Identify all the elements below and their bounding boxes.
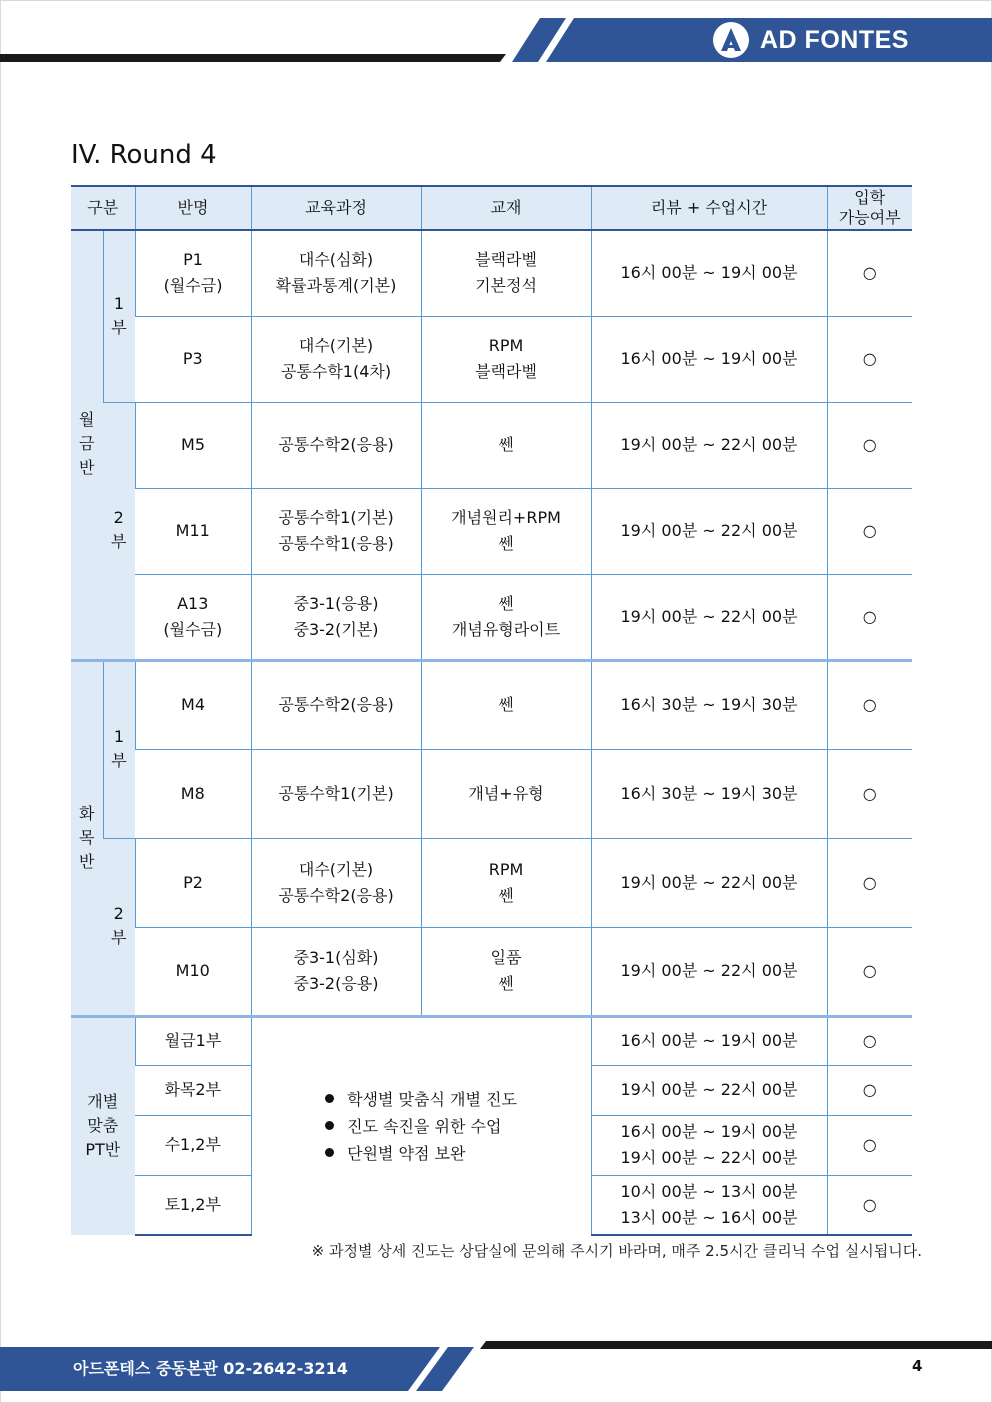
footer-contact: 아드폰테스 중동본관 02-2642-3214 [73,1359,348,1378]
class-time: 19시 00분 ~ 22시 00분 [591,574,827,660]
list-item: 진도 속진을 위한 수업 [325,1113,517,1140]
session-first: 1 부 [103,660,135,838]
class-time: 19시 00분 ~ 22시 00분 [591,927,827,1016]
availability-mark: ○ [827,402,912,488]
class-time: 16시 00분 ~ 19시 00분 [591,1016,827,1065]
availability-mark: ○ [827,1016,912,1065]
availability-mark: ○ [827,660,912,749]
pt-bullet-list [325,1086,517,1167]
availability-mark: ○ [827,230,912,316]
table-row [71,574,912,660]
textbook: 일품 쎈 [421,927,591,1016]
col-header-availability: 입학 가능여부 [827,186,912,230]
table-row [71,316,912,402]
class-name: M8 [135,749,251,838]
list-item: 학생별 맞춤식 개별 진도 [325,1086,517,1113]
table-row [71,488,912,574]
table-row [71,402,912,488]
session-second: 2 부 [103,838,135,1016]
col-header-category: 구분 [71,186,135,230]
curriculum: 공통수학1(기본) 공통수학1(응용) [251,488,421,574]
curriculum: 대수(기본) 공통수학2(응용) [251,838,421,927]
availability-mark: ○ [827,316,912,402]
footer-dark-bar [480,1341,992,1349]
curriculum: 중3-1(심화) 중3-2(응용) [251,927,421,1016]
col-header-curriculum: 교육과정 [251,186,421,230]
page-number: 4 [912,1357,923,1375]
group-pt: 개별 맞춤 PT반 [71,1016,135,1235]
col-header-time: 리뷰 + 수업시간 [591,186,827,230]
textbook: 블랙라벨 기본정석 [421,230,591,316]
col-header-class-name: 반명 [135,186,251,230]
class-time: 19시 00분 ~ 22시 00분 [591,1065,827,1115]
class-name: M4 [135,660,251,749]
class-time: 19시 00분 ~ 22시 00분 [591,488,827,574]
textbook: 개념+유형 [421,749,591,838]
class-time: 16시 30분 ~ 19시 30분 [591,660,827,749]
class-time: 16시 30분 ~ 19시 30분 [591,749,827,838]
session-second: 2 부 [103,402,135,660]
bullet-icon [325,1148,334,1157]
class-name: A13 (월수금) [135,574,251,660]
textbook: 개념원리+RPM 쎈 [421,488,591,574]
textbook: 쎈 [421,660,591,749]
class-name: M11 [135,488,251,574]
textbook: RPM 블랙라벨 [421,316,591,402]
curriculum: 공통수학2(응용) [251,660,421,749]
class-time: 16시 00분 ~ 19시 00분 [591,316,827,402]
availability-mark: ○ [827,1115,912,1175]
session-first: 1 부 [103,230,135,402]
class-time: 16시 00분 ~ 19시 00분 [591,230,827,316]
availability-mark: ○ [827,927,912,1016]
group-hwamok: 화 목 반 [71,660,103,1016]
curriculum: 공통수학1(기본) [251,749,421,838]
textbook: 쎈 개념유형라이트 [421,574,591,660]
brand-logo [712,22,909,58]
pt-session-name: 월금1부 [135,1016,251,1065]
table-row [71,749,912,838]
pt-session-name: 화목2부 [135,1065,251,1115]
availability-mark: ○ [827,749,912,838]
class-name: P1 (월수금) [135,230,251,316]
availability-mark: ○ [827,1065,912,1115]
curriculum: 대수(기본) 공통수학1(4차) [251,316,421,402]
footnote: ※ 과정별 상세 진도는 상담실에 문의해 주시기 바라며, 매주 2.5시간 클리닉 수업 실시됩니다. [311,1242,922,1260]
table-row [71,927,912,1016]
class-name: P3 [135,316,251,402]
header-dark-bar [0,54,506,62]
class-name: M10 [135,927,251,1016]
availability-mark: ○ [827,574,912,660]
bullet-icon [325,1121,334,1130]
class-time: 19시 00분 ~ 22시 00분 [591,838,827,927]
group-wolgeum: 월 금 반 [71,230,103,660]
curriculum: 중3-1(응용) 중3-2(기본) [251,574,421,660]
ad-fontes-logo-icon [712,21,750,59]
class-name: P2 [135,838,251,927]
pt-session-name: 수1,2부 [135,1115,251,1175]
col-header-textbook: 교재 [421,186,591,230]
textbook: 쎈 [421,402,591,488]
availability-mark: ○ [827,488,912,574]
section-title: IV. Round 4 [71,140,217,170]
table-row [71,1016,912,1065]
table-row [71,660,912,749]
class-time: 16시 00분 ~ 19시 00분 19시 00분 ~ 22시 00분 [591,1115,827,1175]
list-item: 단원별 약점 보완 [325,1140,517,1167]
pt-session-name: 토1,2부 [135,1175,251,1235]
table-header-row [71,186,912,230]
brand-name: AD FONTES [760,25,909,54]
textbook: RPM 쎈 [421,838,591,927]
table-row [71,838,912,927]
curriculum: 대수(심화) 확률과통계(기본) [251,230,421,316]
class-schedule-table [71,185,912,1236]
class-name: M5 [135,402,251,488]
pt-description [251,1016,591,1235]
class-time: 19시 00분 ~ 22시 00분 [591,402,827,488]
table-row [71,230,912,316]
availability-mark: ○ [827,838,912,927]
bullet-icon [325,1094,334,1103]
availability-mark: ○ [827,1175,912,1235]
class-time: 10시 00분 ~ 13시 00분 13시 00분 ~ 16시 00분 [591,1175,827,1235]
curriculum: 공통수학2(응용) [251,402,421,488]
